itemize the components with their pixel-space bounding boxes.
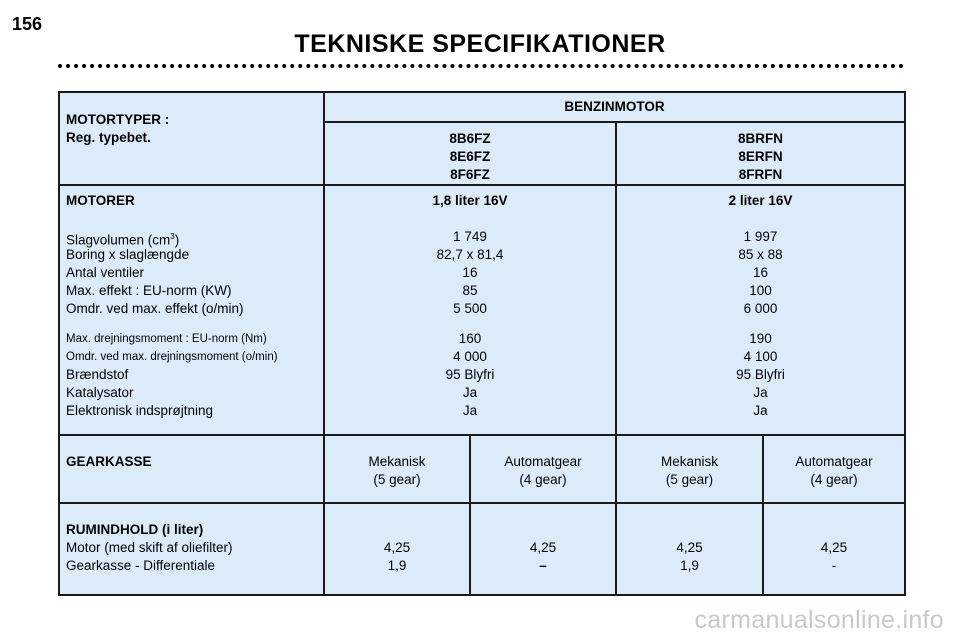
engine-b-codes-cell xyxy=(616,122,905,185)
capacity-b-auto-cell xyxy=(763,503,905,595)
motorer-row xyxy=(59,185,905,435)
capacity-gearbox: – xyxy=(539,558,547,573)
dotted-divider xyxy=(58,64,904,68)
engine-a-katalysator: Ja xyxy=(462,385,478,400)
rumindhold-labels-cell xyxy=(59,503,324,595)
gear-a-auto-cell xyxy=(470,435,616,503)
engine-group-header xyxy=(324,92,905,122)
engine-a-slagvolumen: 1 749 xyxy=(453,229,487,244)
engine-b-slagvolumen: 1 997 xyxy=(743,229,778,244)
gear-b-manual-cell xyxy=(616,435,763,503)
engine-b-effekt: 100 xyxy=(749,283,772,298)
engine-a-omdr-moment: 4 000 xyxy=(453,349,487,364)
gearkasse-label-cell xyxy=(59,435,324,503)
motor-oil-label: Motor (med skift af oliefilter) xyxy=(66,540,233,555)
capacity-motor: 4,25 xyxy=(383,540,411,555)
engine-a-omdr-effekt: 5 500 xyxy=(453,301,487,316)
engine-b-values-cell xyxy=(616,185,905,435)
gear-type: Automatgear xyxy=(795,454,873,469)
gearkasse-section-label: GEARKASSE xyxy=(66,454,152,469)
capacity-gearbox: 1,9 xyxy=(680,558,699,573)
engine-a-boring: 82,7 x 81,4 xyxy=(436,247,504,262)
spec-table xyxy=(58,91,906,596)
effekt-label: Max. effekt : EU-norm (KW) xyxy=(66,283,232,298)
capacity-a-manual-cell xyxy=(324,503,470,595)
slagvolumen-label: Slagvolumen $(cm^3)$ xyxy=(66,232,180,248)
capacity-gearbox: - xyxy=(831,558,837,573)
engine-a-code: 8B6FZ xyxy=(449,131,491,146)
benzinmotor-label: BENZINMOTOR xyxy=(564,99,665,114)
page-title: TEKNISKE SPECIFIKATIONER xyxy=(294,30,666,58)
capacity-a-auto-cell xyxy=(470,503,616,595)
engine-a-code: 8F6FZ xyxy=(450,167,490,182)
gear-type: Automatgear xyxy=(504,454,582,469)
ventiler-label: Antal ventiler xyxy=(66,265,145,280)
page-number: 156 xyxy=(12,14,43,34)
engine-b-code: 8BRFN xyxy=(737,131,783,146)
engine-a-indsproejtning: Ja xyxy=(462,403,478,418)
rumindhold-section-label: RUMINDHOLD (i liter) xyxy=(66,522,204,537)
katalysator-label: Katalysator xyxy=(66,385,134,400)
gear-count: (4 gear) xyxy=(810,472,858,487)
engine-a-effekt: 85 xyxy=(462,283,478,298)
engine-a-drejningsmoment: 160 xyxy=(458,331,482,346)
gear-a-manual-cell xyxy=(324,435,470,503)
capacity-motor: 4,25 xyxy=(820,540,848,555)
engine-a-braendstof: 95 Blyfri xyxy=(445,367,495,382)
engine-a-code: 8E6FZ xyxy=(449,149,491,164)
engine-b-omdr-effekt: 6 000 xyxy=(743,301,778,316)
engine-b-indsproejtning: Ja xyxy=(753,403,768,418)
braendstof-label: Brændstof xyxy=(66,367,129,382)
engine-b-code: 8ERFN xyxy=(738,149,783,164)
gear-type: Mekanisk xyxy=(660,454,719,469)
gear-count: (5 gear) xyxy=(373,472,421,487)
gearkasse-row xyxy=(59,435,905,503)
header-row-group xyxy=(59,92,905,122)
capacity-gearbox: 1,9 xyxy=(387,558,407,573)
gearkasse-differentiale-label: Gearkasse - Differentiale xyxy=(66,558,216,573)
engine-b-omdr-moment: 4 100 xyxy=(743,349,778,364)
engine-b-katalysator: Ja xyxy=(753,385,768,400)
engine-b-code: 8FRFN xyxy=(738,167,783,182)
engine-b-boring: 85 x 88 xyxy=(738,247,783,262)
rumindhold-row xyxy=(59,503,905,595)
omdr-effekt-label: Omdr. ved max. effekt (o/min) xyxy=(66,301,244,316)
motorer-section-label: MOTORER xyxy=(66,193,135,208)
omdr-moment-label: Omdr. ved max. drejningsmoment (o/min) xyxy=(66,351,278,363)
engine-b-ventiler: 16 xyxy=(752,265,769,280)
motortyper-label: MOTORTYPER : xyxy=(66,112,170,127)
engine-a-name: 1,8 liter 16V xyxy=(432,193,508,208)
gear-count: (5 gear) xyxy=(665,472,714,487)
boring-label: Boring x slaglængde xyxy=(66,247,190,262)
drejningsmoment-label: Max. drejningsmoment : EU-norm (Nm) xyxy=(66,333,267,345)
engine-b-braendstof: 95 Blyfri xyxy=(736,367,785,382)
capacity-b-manual-cell xyxy=(616,503,763,595)
engine-b-name: 2 liter 16V xyxy=(728,193,793,208)
motorer-labels-cell xyxy=(59,185,324,435)
watermark-text: carmanualsonline.info xyxy=(694,606,944,634)
motortyper-label-cell xyxy=(59,92,324,185)
engine-a-codes-cell xyxy=(324,122,616,185)
engine-a-values-cell xyxy=(324,185,616,435)
gear-count: (4 gear) xyxy=(519,472,567,487)
indsproejtning-label: Elektronisk indsprøjtning xyxy=(66,403,214,418)
capacity-motor: 4,25 xyxy=(529,540,557,555)
engine-b-drejningsmoment: 190 xyxy=(749,331,772,346)
reg-typebet-label: Reg. typebet. xyxy=(66,130,151,145)
capacity-motor: 4,25 xyxy=(676,540,703,555)
engine-a-ventiler: 16 xyxy=(462,265,478,280)
gear-b-auto-cell xyxy=(763,435,905,503)
gear-type: Mekanisk xyxy=(368,454,426,469)
